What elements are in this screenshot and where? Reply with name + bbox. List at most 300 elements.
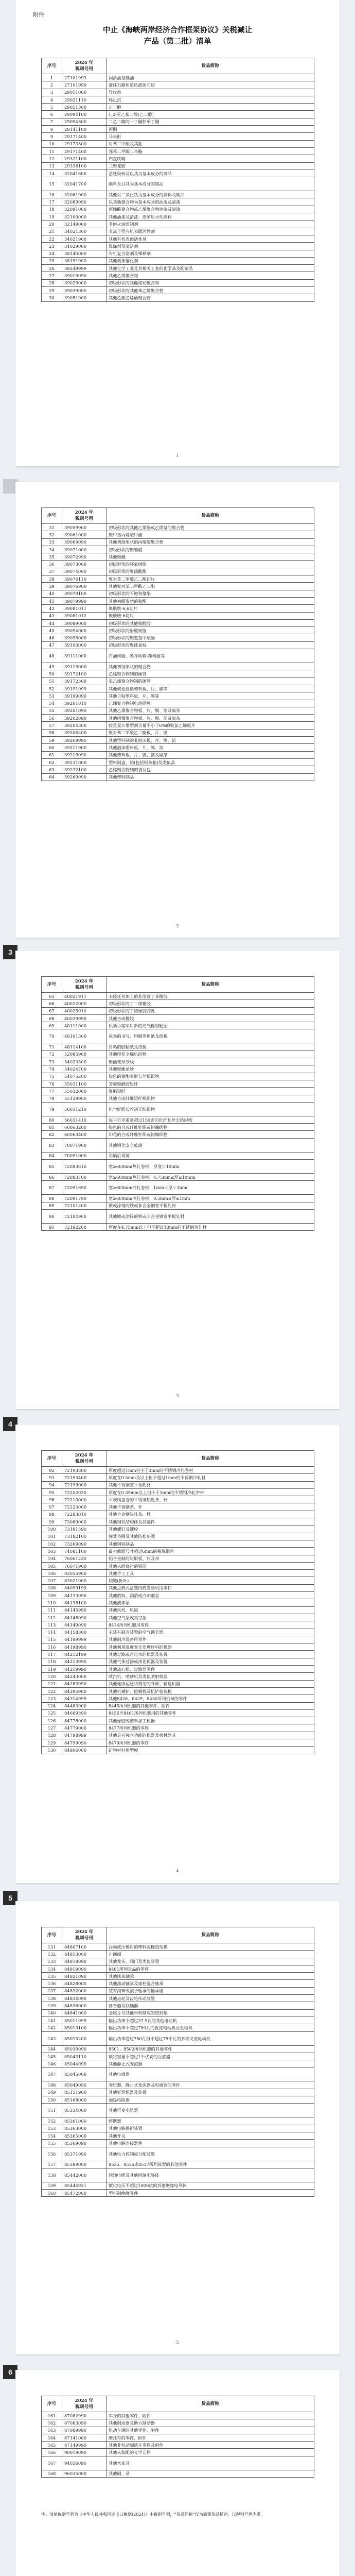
tariff-code: 55031100	[62, 1080, 106, 1087]
goods-description: 非耐火涂面制剂	[106, 221, 314, 228]
tariff-code: 38140000	[62, 250, 106, 257]
row-number: 13	[42, 162, 62, 170]
row-number: 52	[42, 685, 62, 692]
tariff-table	[41, 2396, 314, 2478]
goods-description: 矿物材料用型模	[106, 1747, 314, 1754]
row-number: 117	[42, 1651, 62, 1658]
table-row	[42, 279, 314, 286]
goods-description: 其他聚酯单纱	[106, 1065, 314, 1073]
goods-description: 自粘的胶粘纸及纸板	[106, 1043, 314, 1050]
goods-description: 8477所列机器的零件	[106, 1724, 314, 1732]
table-row	[42, 1695, 314, 1702]
tariff-code: 84778000	[62, 1717, 106, 1724]
table-row	[42, 612, 314, 619]
goods-description: 有机复合溶剂及稀释剂	[106, 250, 314, 257]
table-row	[42, 1073, 314, 1080]
tariff-code: 39111000	[62, 649, 106, 663]
row-number: 5	[42, 104, 62, 111]
goods-description: 丙酮	[106, 126, 314, 133]
table-row	[42, 2060, 314, 2067]
row-number: 56	[42, 715, 62, 722]
goods-description: 其他初级形状的丙烯酸聚合物	[106, 538, 314, 546]
goods-description: 初级形状的其他烯烃聚合物	[106, 279, 314, 286]
goods-description: 厚度在4.75mm以上但不超过10mm的不锈钢热轧材	[106, 1223, 314, 1230]
table-row	[42, 1518, 314, 1526]
tariff-code: 84148090	[62, 1614, 106, 1621]
header-desc: 货品简称	[106, 1451, 314, 1467]
tariff-code: 85011099	[62, 2016, 106, 2024]
goods-description: 8501、8502所列机器的其他零件	[106, 2045, 314, 2053]
tariff-code: 96035000	[62, 2470, 106, 2477]
row-number: 33	[42, 538, 62, 546]
table-row	[42, 634, 314, 641]
row-number: 96	[42, 1496, 62, 1503]
row-number: 22	[42, 235, 62, 242]
row-number: 65	[42, 993, 62, 1000]
table-header-row	[42, 2396, 314, 2412]
row-number: 89	[42, 1202, 62, 1209]
table-row	[42, 1029, 314, 1043]
row-number: 7	[42, 118, 62, 125]
goods-description: 聚酯短纤	[106, 1088, 314, 1095]
tariff-code: 85043110	[62, 2053, 106, 2060]
tariff-code: 39076110	[62, 575, 106, 583]
tariff-code: 84133090	[62, 1592, 106, 1599]
table-row	[42, 2016, 314, 2024]
row-number: 132	[42, 1951, 62, 1958]
table-row	[42, 1116, 314, 1123]
table-row	[42, 546, 314, 553]
tariff-code: 32041700	[62, 177, 106, 191]
goods-description: 按重量计增塑剂含量不小于6%的聚氯乙烯板片	[106, 722, 314, 729]
row-number: 48	[42, 649, 62, 663]
tariff-code: 87083090	[62, 2419, 106, 2427]
row-number: 110	[42, 1599, 62, 1606]
page-number: 3	[176, 1394, 179, 1398]
goods-description: 额定容量不超过1千伏安的互感器	[106, 2053, 314, 2060]
tariff-code: 32149000	[62, 221, 106, 228]
row-number: 39	[42, 583, 62, 590]
header-no: 序号	[42, 1451, 62, 1467]
table-row	[42, 1007, 314, 1014]
table-row	[42, 2125, 314, 2132]
table-row	[42, 1980, 314, 1987]
row-number: 87	[42, 1181, 62, 1195]
tariff-code: 39269090	[62, 773, 106, 781]
goods-description: 其他不锈钢宽平板轧材	[106, 1481, 314, 1488]
goods-description: 厚度超过1mm但小于3mm的不锈钢冷轧卷材	[106, 1467, 314, 1474]
row-number: 38	[42, 575, 62, 583]
goods-description: 同轴电缆及其他同轴电导体	[106, 2168, 314, 2182]
header-code: 2024 年 税则号列	[62, 1927, 106, 1943]
tariff-code: 34021900	[62, 235, 106, 242]
row-number: 155	[42, 2140, 62, 2147]
table-row	[42, 2024, 314, 2031]
header-no: 序号	[42, 1927, 62, 1943]
goods-description: 加热电阻器	[106, 2096, 314, 2104]
row-number: 19	[42, 213, 62, 221]
goods-description: 其他可变电阻器	[106, 2104, 314, 2117]
row-number: 70	[42, 1029, 62, 1043]
row-number: 115	[42, 1636, 62, 1643]
goods-description: 聚酰胺-6,6切片	[106, 605, 314, 612]
row-number: 157	[42, 2161, 62, 2168]
row-number: 42	[42, 605, 62, 612]
row-number: 58	[42, 729, 62, 736]
tariff-code: 72104900	[62, 1209, 106, 1223]
goods-description: 其他螺钉及螺栓	[106, 1526, 314, 1533]
tariff-code: 39199090	[62, 692, 106, 700]
row-number: 63	[42, 766, 62, 773]
goods-description: 非离子型有机表面活性剂	[106, 228, 314, 235]
goods-description: 染色的合成纤维针织或钩编织物	[106, 1124, 314, 1131]
row-number: 21	[42, 228, 62, 235]
table-row	[42, 1131, 314, 1138]
goods-description: 厚度在0.5mm及以上但不超过1mm的不锈钢冷轧材	[106, 1474, 314, 1481]
goods-description: 以其他聚合物为基本成分的油漆及清漆	[106, 198, 314, 206]
table-row	[42, 2190, 314, 2197]
goods-description: 印花的合成纤维针织或钩编织物	[106, 1131, 314, 1138]
table-row	[42, 2031, 314, 2045]
table-row	[42, 700, 314, 707]
row-number: 37	[42, 568, 62, 575]
tariff-code: 85049090	[62, 2081, 106, 2089]
goods-description: 初级形状的聚氨基甲酸酯	[106, 634, 314, 641]
header-desc: 货品简称	[106, 1927, 314, 1943]
row-number: 163	[42, 2427, 62, 2434]
tariff-code: 84779000	[62, 1724, 106, 1732]
row-number: 28	[42, 279, 62, 286]
row-number: 145	[42, 2053, 62, 2060]
tariff-code: 39081012	[62, 612, 106, 619]
tariff-code: 76071900	[62, 1562, 106, 1569]
row-number: 162	[42, 2419, 62, 2427]
row-number: 4	[42, 96, 62, 103]
row-number: 90	[42, 1209, 62, 1223]
row-number: 8	[42, 126, 62, 133]
row-number: 27	[42, 272, 62, 279]
goods-description: 其他空气泵或真空泵	[106, 1614, 314, 1621]
row-number: 72	[42, 1050, 62, 1058]
tariff-code: 39100000	[62, 641, 106, 649]
goods-description: 车身的其他零件、附件	[106, 2412, 314, 2419]
table-row	[42, 597, 314, 604]
row-number: 71	[42, 1043, 62, 1050]
goods-description: 初级形状的环氧树脂	[106, 561, 314, 568]
tariff-code: 82055900	[62, 1570, 106, 1577]
table-row	[42, 685, 314, 692]
row-number: 3	[42, 89, 62, 96]
goods-description: 喷汽机、喷砂机及类似喷射机器	[106, 1673, 314, 1680]
table-row	[42, 287, 314, 294]
row-number: 150	[42, 2096, 62, 2104]
row-number: 154	[42, 2132, 62, 2139]
row-number: 168	[42, 2470, 62, 2477]
table-row	[42, 1474, 314, 1481]
goods-description: 其他风机、风扇	[106, 1606, 314, 1614]
table-row	[42, 1973, 314, 1980]
tariff-code: 84158300	[62, 1629, 106, 1636]
row-number: 134	[42, 1965, 62, 1972]
table-row	[42, 1095, 314, 1102]
tariff-code: 85013100	[62, 2024, 106, 2031]
table-row	[42, 1481, 314, 1488]
row-number: 26	[42, 265, 62, 272]
table-row	[42, 1666, 314, 1673]
tariff-code: 39191099	[62, 685, 106, 692]
table-row	[42, 1995, 314, 2002]
tariff-code: 85044099	[62, 2060, 106, 2067]
table-row	[42, 1958, 314, 1965]
goods-description: 其他成卷自粘塑料板、片、膜等	[106, 685, 314, 692]
goods-description: 其他乙酸乙烯酯聚合物	[106, 294, 314, 301]
tariff-code: 76061220	[62, 1555, 106, 1562]
tariff-code: 85389000	[62, 2161, 106, 2168]
goods-description: 机动小客车用新的充气橡胶轮胎	[106, 1022, 314, 1029]
tariff-code: 72223000	[62, 1503, 106, 1511]
goods-description: 其他合成纤维短纤机织物	[106, 1095, 314, 1102]
tariff-code: 39076900	[62, 583, 106, 590]
goods-description: 聚酯变形纱线	[106, 1058, 314, 1065]
row-number: 160	[42, 2190, 62, 2197]
table-row	[42, 538, 314, 546]
tariff-code: 72091790	[62, 1195, 106, 1202]
tariff-code: 39029000	[62, 279, 106, 286]
goods-description: 其他木家具	[106, 2456, 314, 2470]
table-row	[42, 2140, 314, 2147]
table-row	[42, 531, 314, 538]
tariff-code: 39081011	[62, 605, 106, 612]
tariff-code: 85334000	[62, 2104, 106, 2117]
table-row	[42, 641, 314, 649]
goods-description: 其他载体催化剂	[106, 257, 314, 264]
goods-description: 不规则盘卷的不锈钢热轧条、杆	[106, 1496, 314, 1503]
tariff-code: 73269090	[62, 1540, 106, 1547]
row-number: 98	[42, 1511, 62, 1518]
row-number: 167	[42, 2456, 62, 2470]
table-row	[42, 1592, 314, 1599]
table-row	[42, 1570, 314, 1577]
table-row	[42, 1526, 314, 1533]
tariff-code: 39201010	[62, 700, 106, 707]
table-row	[42, 2053, 314, 2060]
row-number: 121	[42, 1680, 62, 1687]
header-no: 序号	[42, 58, 62, 74]
goods-description: 其他龙头、阀门及类似装置	[106, 1958, 314, 1965]
row-number: 124	[42, 1702, 62, 1709]
page-marker-6: 6	[3, 2365, 17, 2379]
table-row	[42, 568, 314, 575]
table-row	[42, 126, 314, 133]
row-number: 141	[42, 2016, 62, 2024]
tariff-code: 27101993	[62, 74, 106, 81]
tariff-code: 84295900	[62, 1687, 106, 1694]
tariff-code: 56031210	[62, 1102, 106, 1116]
row-number: 6	[42, 111, 62, 118]
row-number: 77	[42, 1088, 62, 1095]
row-number: 140	[42, 2009, 62, 2016]
tariff-code: 87089990	[62, 2427, 106, 2434]
tariff-code: 32041600	[62, 170, 106, 177]
goods-description: 马来酐	[106, 133, 314, 140]
tariff-code: 72083610	[62, 1160, 106, 1174]
table-row	[42, 2168, 314, 2182]
table-row	[42, 1599, 314, 1606]
table-row	[42, 96, 314, 103]
table-row	[42, 243, 314, 250]
page-number: 1	[176, 453, 179, 458]
goods-description: 其他以二氧化钛为基本成分的颜料及制品	[106, 191, 314, 198]
goods-description: 初级形状的不饱和聚酯	[106, 590, 314, 597]
goods-description: 其他自粘塑料板、片、膜等	[106, 692, 314, 700]
table-row	[42, 2456, 314, 2470]
page-number: 2	[176, 924, 179, 928]
tariff-code: 85444921	[62, 2182, 106, 2189]
table-row	[42, 524, 314, 531]
tariff-code: 84798999	[62, 1732, 106, 1739]
header-desc: 货品简称	[106, 508, 314, 524]
row-number: 86	[42, 1174, 62, 1181]
table-row	[42, 2096, 314, 2104]
goods-description: 初级形状的丁腈橡胶胶乳	[106, 1007, 314, 1014]
table-row	[42, 1680, 314, 1687]
tariff-code: 85168000	[62, 2096, 106, 2104]
row-number: 32	[42, 531, 62, 538]
table-row	[42, 993, 314, 1000]
row-number: 31	[42, 524, 62, 531]
tariff-code: 39073000	[62, 561, 106, 568]
tariff-code: 39074000	[62, 568, 106, 575]
goods-description: 初级形状的酚醛树脂	[106, 627, 314, 634]
goods-description: 聚对苯二甲酸乙二酯板、片、膜	[106, 729, 314, 736]
tariff-code: 60063200	[62, 1124, 106, 1131]
row-number: 165	[42, 2442, 62, 2449]
row-number: 109	[42, 1592, 62, 1599]
document-page-5	[15, 1901, 340, 2354]
row-number: 91	[42, 1223, 62, 1230]
tariff-code: 40111000	[62, 1022, 106, 1029]
table-row	[42, 228, 314, 235]
table-row	[42, 2434, 314, 2441]
row-number: 76	[42, 1080, 62, 1087]
tariff-code: 84669390	[62, 1709, 106, 1717]
tariff-code: 29321100	[62, 155, 106, 162]
row-number: 2	[42, 81, 62, 89]
goods-description: 其他橡胶或塑料加工机器	[106, 1717, 314, 1724]
row-number: 74	[42, 1065, 62, 1073]
table-row	[42, 649, 314, 663]
goods-description: 氯乙烯聚合物制的硬管	[106, 677, 314, 685]
table-row	[42, 2182, 314, 2189]
header-code: 2024 年 税则号列	[62, 58, 106, 74]
table-row	[42, 1223, 314, 1230]
row-number: 35	[42, 553, 62, 561]
tariff-code: 84807100	[62, 1943, 106, 1951]
goods-description: 其他塑料制品	[106, 773, 314, 781]
row-number: 85	[42, 1160, 62, 1174]
row-number: 75	[42, 1073, 62, 1080]
tariff-code: 29021110	[62, 96, 106, 103]
goods-description: 其他电路连接器件	[106, 2140, 314, 2147]
tariff-code: 40022000	[62, 1000, 106, 1007]
row-number: 136	[42, 1980, 62, 1987]
tariff-table	[41, 976, 314, 1231]
goods-description: 二乙二醇的一丁醚和单丁醚	[106, 118, 314, 125]
tariff-code: 84243000	[62, 1673, 106, 1680]
goods-description: 其他塑料板、片、膜、箔及扁条	[106, 751, 314, 758]
tariff-code: 85472000	[62, 2190, 106, 2197]
goods-description: 8445所列机器的其他零件、附件	[106, 1702, 314, 1709]
tariff-code: 39059900	[62, 524, 106, 531]
goods-description: 其他乙烯聚合物	[106, 272, 314, 279]
row-number: 122	[42, 1687, 62, 1694]
tariff-code: 84149090	[62, 1621, 106, 1629]
table-header-row	[42, 58, 314, 74]
goods-description: 初级形状的聚碳酸酯	[106, 568, 314, 575]
header-no: 序号	[42, 508, 62, 524]
goods-description: 其他丙烯聚合物板、片、膜、箔及扁条	[106, 715, 314, 722]
tariff-code: 72199000	[62, 1481, 106, 1488]
row-number: 158	[42, 2168, 62, 2182]
goods-description: 丙烯酸聚合物或乙烯聚合物油漆及清漆	[106, 206, 314, 213]
goods-description: 8456至8461所列机器用的其他零件	[106, 1709, 314, 1717]
document-page-2	[15, 482, 340, 938]
row-number: 83	[42, 1138, 62, 1152]
table-row	[42, 140, 314, 147]
table-row	[42, 1965, 314, 1972]
tariff-code: 27101999	[62, 81, 106, 89]
goods-description: 其他利用温度变化处理材料的机器	[106, 1643, 314, 1651]
goods-description: 厚度在0.35mm以上但小于3mm的不锈钢冷轧窄带	[106, 1488, 314, 1496]
goods-description: 其他泡沫塑料板、片、膜、箔	[106, 744, 314, 751]
table-row	[42, 677, 314, 685]
tariff-code: 52085900	[62, 1050, 106, 1058]
header-desc: 货品简称	[106, 2396, 314, 2412]
row-number: 153	[42, 2125, 62, 2132]
tariff-code: 29051300	[62, 104, 106, 111]
goods-description: 乙烯聚合物制的袋及包	[106, 766, 314, 773]
table-row	[42, 744, 314, 751]
tariff-code: 32061900	[62, 191, 106, 198]
page-marker-3: 3	[3, 945, 17, 959]
table-row	[42, 1687, 314, 1694]
row-number: 60	[42, 744, 62, 751]
table-row	[42, 118, 314, 125]
goods-description: 其他钢铁结构体及其部件	[106, 1518, 314, 1526]
table-row	[42, 729, 314, 736]
tariff-code: 40029990	[62, 1014, 106, 1022]
table-row	[42, 2449, 314, 2456]
tariff-code: 70091000	[62, 1152, 106, 1159]
row-number: 138	[42, 1995, 62, 2002]
header-code: 2024 年 税则号列	[62, 2396, 106, 2412]
tariff-code: 34029000	[62, 243, 106, 250]
tariff-code: 87149990	[62, 2442, 106, 2449]
tariff-code: 29141100	[62, 126, 106, 133]
row-number: 103	[42, 1548, 62, 1555]
tariff-code: 85361000	[62, 2117, 106, 2125]
table-row	[42, 294, 314, 301]
row-number: 106	[42, 1570, 62, 1577]
goods-description: 其他电力控制或分配装置	[106, 2147, 314, 2161]
table-row	[42, 177, 314, 191]
tariff-code: 72193400	[62, 1474, 106, 1481]
table-row	[42, 235, 314, 242]
goods-description: 三聚氰胺	[106, 162, 314, 170]
tariff-code: 84283990	[62, 1680, 106, 1687]
row-number: 23	[42, 243, 62, 250]
tariff-code: 87141000	[62, 2434, 106, 2441]
